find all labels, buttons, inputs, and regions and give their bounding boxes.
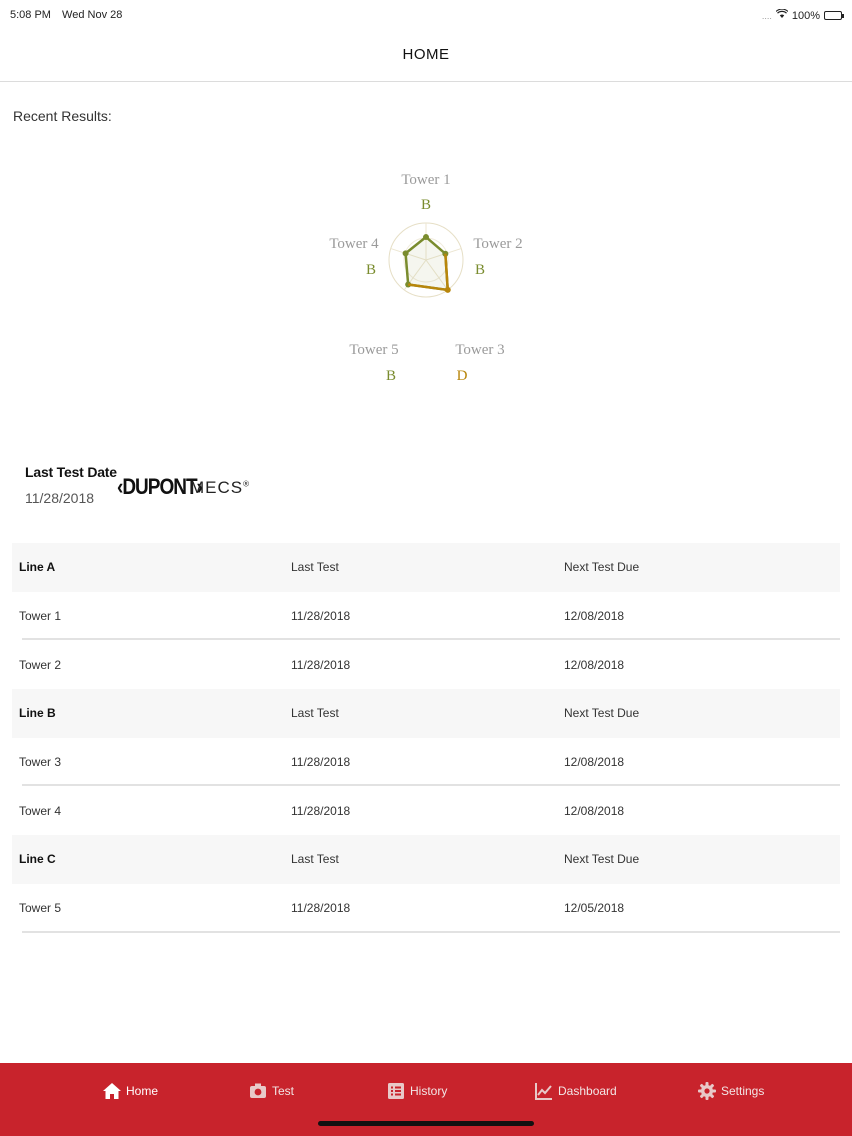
table-header-line-c — [12, 835, 840, 884]
tab-dashboard[interactable] — [534, 1081, 617, 1101]
tab-home-label: Home — [126, 1084, 159, 1098]
tower-name: Tower 1 — [19, 609, 62, 624]
table-row[interactable] — [12, 884, 840, 933]
tab-history-label: History — [410, 1084, 448, 1098]
line-label: Line A — [19, 560, 56, 575]
status-date: Wed Nov 28 — [62, 9, 123, 21]
next-test-header: Next Test Due — [564, 560, 640, 575]
next-test-value: 12/08/2018 — [564, 755, 625, 770]
last-test-header: Last Test — [291, 560, 339, 575]
mecs-logo-text: MECS — [190, 478, 244, 497]
last-test-label: Last Test Date — [25, 464, 117, 480]
mecs-logo — [190, 478, 250, 498]
next-test-header: Next Test Due — [564, 852, 640, 867]
registered-mark: ® — [243, 479, 251, 489]
nav-bar — [0, 30, 852, 82]
table-header-line-b — [12, 689, 840, 738]
line-label: Line C — [19, 852, 56, 867]
table-header-line-a — [12, 543, 840, 592]
radar-label-tower5: Tower 5 — [349, 342, 399, 358]
last-test-value: 11/28/2018 — [291, 901, 351, 916]
tab-test-label: Test — [272, 1084, 295, 1098]
radar-grade-tower5: B — [385, 368, 397, 384]
next-test-header: Next Test Due — [564, 706, 640, 721]
tab-test[interactable] — [248, 1081, 294, 1101]
results-table — [12, 543, 840, 933]
table-row[interactable] — [12, 738, 840, 787]
table-row[interactable] — [12, 786, 840, 835]
recent-results-title: Recent Results: — [13, 108, 112, 124]
tab-settings-label: Settings — [721, 1084, 765, 1098]
gear-icon — [697, 1081, 717, 1101]
tower-name: Tower 4 — [19, 803, 62, 818]
last-test-date: 11/28/2018 — [25, 490, 95, 506]
radar-chart — [326, 160, 526, 400]
dupont-logo: ‹DUPONT› — [117, 475, 202, 500]
last-test-header: Last Test — [291, 852, 339, 867]
radar-label-tower3: Tower 3 — [455, 342, 505, 358]
next-test-value: 12/08/2018 — [564, 609, 625, 624]
page-title: HOME — [402, 46, 450, 63]
radar-grade-tower3: D — [456, 368, 468, 384]
last-test-value: 11/28/2018 — [291, 609, 351, 624]
status-bar — [0, 0, 852, 30]
camera-icon — [248, 1081, 268, 1101]
next-test-value: 12/08/2018 — [564, 803, 625, 818]
radar-grade-tower4: B — [365, 262, 377, 278]
signal-icon: .... — [761, 10, 772, 21]
tab-history[interactable] — [386, 1081, 447, 1101]
radar-grade-tower2: B — [474, 262, 486, 278]
table-row[interactable] — [12, 640, 840, 689]
chart-icon — [534, 1081, 554, 1101]
radar-label-tower1: Tower 1 — [401, 172, 451, 188]
tab-dashboard-label: Dashboard — [558, 1084, 617, 1098]
next-test-value: 12/08/2018 — [564, 657, 625, 672]
list-icon — [386, 1081, 406, 1101]
tower-name: Tower 3 — [19, 755, 62, 770]
tower-name: Tower 2 — [19, 657, 62, 672]
last-test-block — [25, 464, 117, 506]
last-test-value: 11/28/2018 — [291, 657, 351, 672]
last-test-value: 11/28/2018 — [291, 755, 351, 770]
home-indicator — [318, 1121, 534, 1126]
home-icon — [102, 1081, 122, 1101]
tab-settings[interactable] — [697, 1081, 764, 1101]
radar-point — [423, 234, 429, 240]
last-test-value: 11/28/2018 — [291, 803, 351, 818]
battery-percent: 100% — [791, 9, 820, 22]
radar-grade-tower1: B — [420, 197, 432, 213]
radar-point — [403, 250, 409, 256]
radar-label-tower2: Tower 2 — [473, 236, 523, 252]
tab-home[interactable] — [102, 1081, 158, 1101]
status-right — [762, 9, 842, 22]
battery-icon — [824, 11, 842, 20]
radar-label-tower4: Tower 4 — [329, 236, 379, 252]
line-label: Line B — [19, 706, 56, 721]
status-time: 5:08 PM — [10, 9, 51, 21]
wifi-icon — [776, 9, 788, 22]
last-test-header: Last Test — [291, 706, 339, 721]
next-test-value: 12/05/2018 — [564, 901, 625, 916]
table-row[interactable] — [12, 592, 840, 641]
tower-name: Tower 5 — [19, 901, 62, 916]
status-left — [10, 9, 122, 21]
